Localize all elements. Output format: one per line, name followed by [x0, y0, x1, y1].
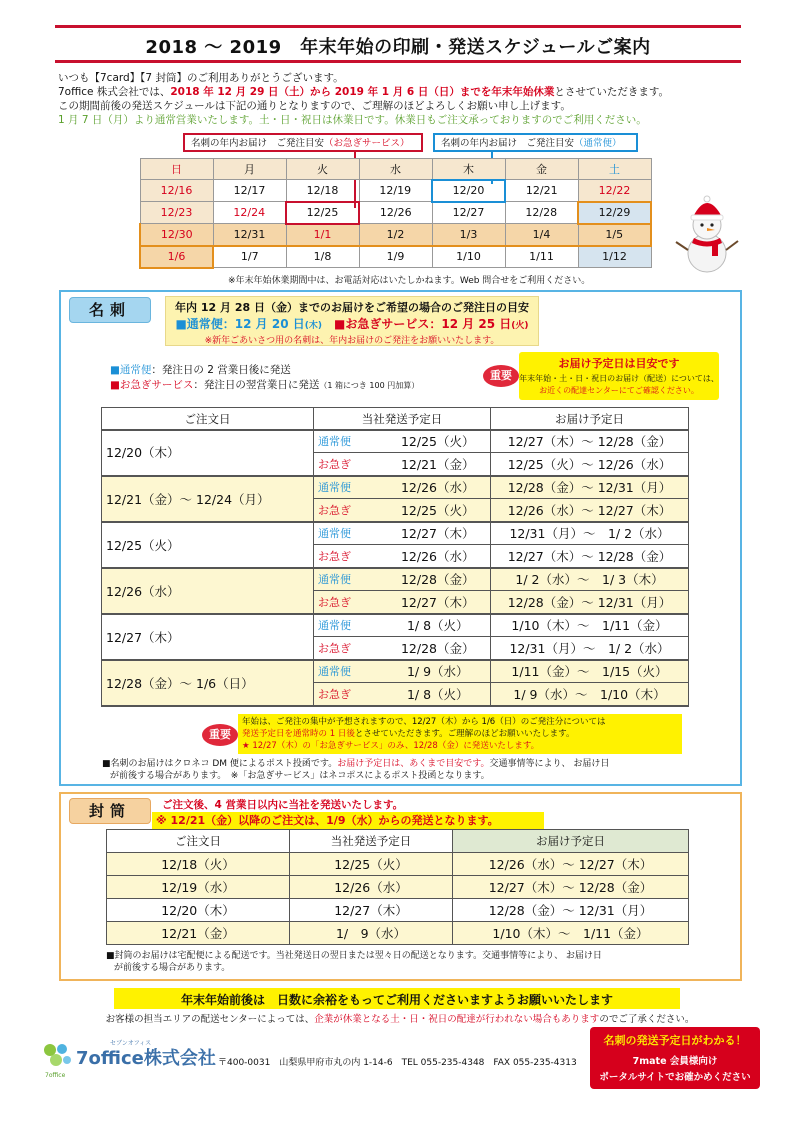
- normal-deliver-date: 12/27（木）～ 12/28（金）: [491, 430, 689, 453]
- order-date: 12/20（木）: [107, 899, 290, 922]
- meishi-banner-line-2: [168, 315, 536, 332]
- company-address: 〒400-0031 山梨県甲府市丸の内 1-14-6 TEL 055-235-4348 FAX 055-235-4313: [218, 1058, 577, 1068]
- order-date: 12/21（金）～ 12/24（月）: [102, 476, 314, 522]
- urgent-deliver-date: 12/27（木）～ 12/28（金）: [491, 545, 689, 568]
- normal-deliver-date: 12/28（金）～ 12/31（月）: [491, 476, 689, 499]
- meishi-footnote-1-red: お届け予定日は、あくまで目安です。: [337, 759, 490, 769]
- intro-line-3: この期間前後の発送スケジュールは下記の通りとなりますので、ご理解のほどよろしくお願い申し上げます。: [58, 100, 571, 112]
- urgent-ship-date: 12/28（金）: [386, 637, 491, 660]
- warning-line-1: 年始は、ご発注の集中が予想されますので、12/27（木）から 1/6（日）のご発注分については: [242, 717, 606, 727]
- cal-header: 金: [505, 159, 578, 180]
- cal-day-closed: 1/3: [432, 224, 505, 246]
- meishi-row-normal: [102, 614, 689, 637]
- deliver-date: 1/10（木）～ 1/11（金）: [453, 922, 689, 945]
- banner-normal: ■通常便：12 月 20 日: [175, 317, 305, 331]
- important-badge: 重要: [483, 365, 519, 387]
- promo-line-3: ポータルサイトでお確かめください: [599, 1072, 751, 1083]
- urgent-callout-label: 名刺の年内お届け ご発注目安: [191, 138, 325, 149]
- warning-line-3: ★ 12/27（木）の「お急ぎサービス」のみ、12/28（金）に発送いたします。: [242, 741, 540, 751]
- col-header-order: ご注文日: [102, 408, 314, 431]
- urgent-label: お急ぎ: [314, 499, 386, 522]
- col-header-ship: 当社発送予定日: [290, 830, 453, 853]
- cal-day: 12/19: [359, 180, 432, 202]
- portal-promo[interactable]: [590, 1027, 760, 1089]
- futo-row: [107, 853, 689, 876]
- estimate-title: お届け予定日は目安です: [558, 357, 680, 370]
- cal-day-closed: 1/6: [140, 246, 213, 268]
- order-date: 12/21（金）: [107, 922, 290, 945]
- normal-deliver-date: 1/ 2（水）～ 1/ 3（木）: [491, 568, 689, 591]
- normal-deliver-date: 12/31（月）～ 1/ 2（水）: [491, 522, 689, 545]
- meishi-banner-line-1: 年内 12 月 28 日（金）までのお届けをご希望の場合のご発注日の目安: [175, 301, 529, 314]
- banner-normal-day: (木): [304, 321, 322, 331]
- banner-urgent: ■お急ぎサービス：12 月 25 日: [334, 317, 512, 331]
- normal-deliver-date: 1/10（木）～ 1/11（金）: [491, 614, 689, 637]
- company-furigana: セブンオフィス: [110, 1040, 152, 1047]
- cal-header: 日: [140, 159, 213, 180]
- cal-day: 1/9: [359, 246, 432, 268]
- normal-label: 通常便: [314, 568, 386, 591]
- meishi-schedule-body: [101, 429, 689, 707]
- page-title: 2018 ～ 2019 年末年始の印刷・発送スケジュールご案内: [145, 37, 651, 58]
- cal-day: 12/24: [213, 202, 286, 224]
- col-header-deliver: お届け予定日: [453, 830, 689, 853]
- normal-ship-date: 12/25（火）: [386, 430, 491, 453]
- title-top-rule: [55, 25, 741, 28]
- cal-day-closed: 12/30: [140, 224, 213, 246]
- order-date: 12/20（木）: [102, 430, 314, 476]
- normal-ship-date: 12/26（水）: [386, 476, 491, 499]
- company-name: 7office株式会社: [76, 1048, 216, 1069]
- col-header-ship: 当社発送予定日: [314, 408, 491, 431]
- urgent-deliver-date: 12/31（月）～ 1/ 2（水）: [491, 637, 689, 660]
- futo-tag: 封筒: [69, 798, 151, 824]
- futo-footnote-2: が前後する場合があります。: [114, 963, 231, 973]
- bottom-headline: 年末年始前後は 日数に余裕をもってご利用くださいますようお願いいたします: [180, 993, 613, 1007]
- estimate-line-1: 年末年始・土・日・祝日のお届け（配送）については、: [519, 374, 719, 383]
- estimate-line-2: お近くの配達センターにてご確認ください。: [539, 386, 699, 395]
- bottom-sub-post: のでご了承ください。: [599, 1014, 695, 1025]
- futo-row: [107, 922, 689, 945]
- normal-ship-date: 1/ 9（水）: [386, 660, 491, 683]
- urgent-ship-date: 12/27（木）: [386, 591, 491, 614]
- cal-day: 12/26: [359, 202, 432, 224]
- normal-ship-date: 12/27（木）: [386, 522, 491, 545]
- cal-header: 月: [213, 159, 286, 180]
- svc-normal: [110, 362, 291, 377]
- holiday-period: 2018 年 12 月 29 日（土）から 2019 年 1 月 6 日（日）までを年末年始休業: [170, 86, 555, 98]
- cal-header: 水: [359, 159, 432, 180]
- urgent-ship-date: 12/25（火）: [386, 499, 491, 522]
- cal-day-closed: 12/29: [578, 202, 651, 224]
- cal-day: 1/10: [432, 246, 505, 268]
- warning-line-2: [242, 727, 574, 739]
- company-logo-icon: [40, 1040, 74, 1072]
- meishi-footnote-1-pre: ■名刺のお届けはクロネコ DM 便によるポスト投函です。: [102, 759, 338, 769]
- urgent-callout-tag: （お急ぎサービス）: [324, 138, 410, 149]
- urgent-deliver-date: 12/26（水）～ 12/27（木）: [491, 499, 689, 522]
- urgent-deliver-date: 1/ 9（水）～ 1/10（木）: [491, 683, 689, 706]
- urgent-ship-date: 1/ 8（火）: [386, 683, 491, 706]
- urgent-callout: [183, 133, 423, 152]
- meishi-row-normal: [102, 568, 689, 591]
- banner-urgent-day: (火): [511, 321, 529, 331]
- intro-line-2: [58, 85, 669, 99]
- bottom-sub-pre: お客様の担当エリアの配送センターによっては、: [105, 1014, 315, 1025]
- urgent-deliver-date: 12/25（火）～ 12/26（水）: [491, 453, 689, 476]
- calendar-note: ※年末年始休業期間中は、お電話対応はいたしかねます。Web 問合せをご利用ください。: [228, 276, 591, 286]
- meishi-row-normal: [102, 660, 689, 683]
- urgent-ship-date: 12/21（金）: [386, 453, 491, 476]
- ship-date: 12/25（火）: [290, 853, 453, 876]
- svc-urgent-name: ■お急ぎサービス: [110, 379, 194, 391]
- meishi-banner-note: ※新年ごあいさつ用の名刺は、年内お届けのご発注をお願いいたします。: [204, 336, 500, 346]
- urgent-ship-date: 12/26（水）: [386, 545, 491, 568]
- svc-normal-desc: ：発注日の 2 営業日後に発送: [151, 364, 291, 376]
- cal-header: 土: [578, 159, 651, 180]
- normal-label: 通常便: [314, 476, 386, 499]
- cal-day-closed: 1/2: [359, 224, 432, 246]
- order-date: 12/18（火）: [107, 853, 290, 876]
- urgent-label: お急ぎ: [314, 637, 386, 660]
- intro-line-2-pre: 7office 株式会社では、: [58, 86, 171, 98]
- normal-callout: [433, 133, 638, 152]
- cal-day: 12/17: [213, 180, 286, 202]
- ship-date: 12/27（木）: [290, 899, 453, 922]
- cal-day-normal-deadline: 12/20: [432, 180, 505, 202]
- deliver-date: 12/26（水）～ 12/27（木）: [453, 853, 689, 876]
- order-date: 12/25（火）: [102, 522, 314, 568]
- normal-deliver-date: 1/11（金）～ 1/15（火）: [491, 660, 689, 683]
- col-header-deliver: お届け予定日: [491, 408, 689, 431]
- col-header-order: ご注文日: [107, 830, 290, 853]
- warning-post: とさせていただきます。ご理解のほどお願いいたします。: [354, 729, 575, 739]
- deliver-date: 12/28（金）～ 12/31（月）: [453, 899, 689, 922]
- futo-row: [107, 899, 689, 922]
- meishi-tag: 名刺: [69, 297, 151, 323]
- intro-line-1: いつも【7card】【7 封筒】のご利用ありがとうございます。: [58, 72, 344, 84]
- cal-day: 12/22: [578, 180, 651, 202]
- warning-red-part: 発送予定日を通常時の 1 日後: [242, 729, 355, 739]
- order-date: 12/27（木）: [102, 614, 314, 660]
- intro-line-2-post: とさせていただきます。: [554, 86, 669, 98]
- futo-row: [107, 876, 689, 899]
- cal-day-closed: 12/31: [213, 224, 286, 246]
- intro-line-4: 1 月 7 日（月）より通常営業いたします。土・日・祝日は休業日です。休業日もご注文承っておりますのでご利用ください。: [58, 114, 647, 126]
- urgent-deliver-date: 12/28（金）～ 12/31（月）: [491, 591, 689, 614]
- urgent-label: お急ぎ: [314, 453, 386, 476]
- svc-normal-name: ■通常便: [110, 364, 152, 376]
- promo-title: 名刺の発送予定日がわかる！: [603, 1034, 747, 1047]
- cal-day: 1/7: [213, 246, 286, 268]
- urgent-label: お急ぎ: [314, 683, 386, 706]
- normal-label: 通常便: [314, 522, 386, 545]
- futo-footnote-1: ■封筒のお届けは宅配便による配送です。当社発送日の翌日または翌々日の配送となります。交通事情等により、 お届け日: [106, 951, 602, 961]
- svc-urgent-fee: （1 箱につき 100 円加算）: [319, 381, 420, 390]
- bottom-sub-red: 企業が休業となる土・日・祝日の配達が行われない場合もあります: [314, 1014, 600, 1025]
- meishi-footnote-1: [102, 758, 609, 770]
- cal-day: 12/21: [505, 180, 578, 202]
- cal-day: 1/11: [505, 246, 578, 268]
- cal-day: 12/28: [505, 202, 578, 224]
- important-badge-2: 重要: [202, 724, 238, 746]
- normal-label: 通常便: [314, 430, 386, 453]
- meishi-row-normal: [102, 430, 689, 453]
- meishi-footnote-1-post: 交通事情等により、 お届け日: [489, 759, 610, 769]
- cal-day-closed: 1/5: [578, 224, 651, 246]
- meishi-row-normal: [102, 476, 689, 499]
- title-bottom-rule: [55, 60, 741, 63]
- normal-ship-date: 12/28（金）: [386, 568, 491, 591]
- cal-day-closed: 1/1: [286, 224, 359, 246]
- normal-label: 通常便: [314, 614, 386, 637]
- futo-schedule-table: [106, 829, 689, 945]
- cal-day: 12/27: [432, 202, 505, 224]
- normal-label: 通常便: [314, 660, 386, 683]
- svc-urgent-desc: ：発注日の翌営業日に発送: [193, 379, 320, 391]
- snowman-illustration: [672, 195, 742, 275]
- promo-line-2: 7mate 会員様向け: [632, 1056, 718, 1067]
- bottom-subline: [0, 1011, 800, 1025]
- meishi-footnote-2: が前後する場合があります。 ※「お急ぎサービス」はネコポスによるポスト投函となります。: [110, 771, 490, 781]
- cal-day: 12/23: [140, 202, 213, 224]
- cal-day: 12/18: [286, 180, 359, 202]
- meishi-row-normal: [102, 522, 689, 545]
- urgent-label: お急ぎ: [314, 545, 386, 568]
- cal-day: 12/16: [140, 180, 213, 202]
- ship-date: 1/ 9（水）: [290, 922, 453, 945]
- cal-header: 火: [286, 159, 359, 180]
- deliver-date: 12/27（木）～ 12/28（金）: [453, 876, 689, 899]
- holiday-calendar: [139, 158, 652, 269]
- normal-callout-label: 名刺の年内お届け ご発注目安: [441, 138, 575, 149]
- cal-day: 1/8: [286, 246, 359, 268]
- futo-banner-line-2: ※ 12/21（金）以降のご注文は、1/9（水）からの発送となります。: [152, 812, 544, 830]
- logo-subtext: 7office: [45, 1072, 66, 1079]
- ship-date: 12/26（水）: [290, 876, 453, 899]
- meishi-schedule-table: [101, 407, 689, 431]
- cal-day-closed: 1/4: [505, 224, 578, 246]
- normal-callout-tag: （通常便）: [574, 138, 622, 149]
- urgent-label: お急ぎ: [314, 591, 386, 614]
- svc-urgent: [110, 377, 419, 392]
- order-date: 12/26（水）: [102, 568, 314, 614]
- cal-day: 1/12: [578, 246, 651, 268]
- normal-ship-date: 1/ 8（火）: [386, 614, 491, 637]
- order-date: 12/19（水）: [107, 876, 290, 899]
- cal-header: 木: [432, 159, 505, 180]
- futo-banner-line-1: ご注文後、4 営業日以内に当社を発送いたします。: [162, 799, 404, 811]
- cal-day-urgent-deadline: 12/25: [286, 202, 359, 224]
- order-date: 12/28（金）～ 1/6（日）: [102, 660, 314, 706]
